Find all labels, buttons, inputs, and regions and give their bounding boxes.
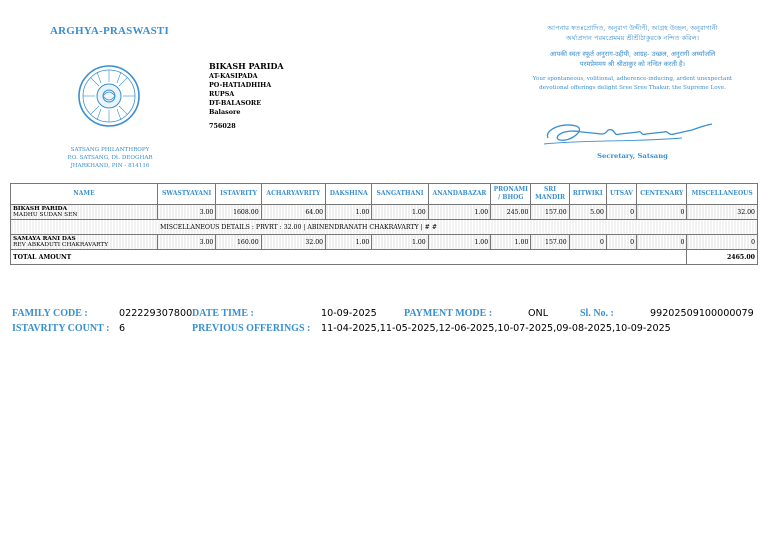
misc-details [11,220,758,235]
address-line: AT-KASIPADA [209,72,258,80]
address-line: RUPSA [209,89,235,98]
table-header-row [11,184,758,205]
motto-english: Your spontaneous, volitional, adherence-inducing, ardent unexpectant [532,76,733,82]
amount-cell: 0 [606,235,636,250]
payment-mode-value: ONL [528,308,549,319]
column-header: CENTENARY [637,184,687,205]
amount-cell: 5.00 [569,205,606,220]
amount-cell: 1608.00 [216,205,261,220]
total-row [11,250,758,265]
donor-cell [11,235,158,250]
family-code-value: 022229307800 [119,308,193,319]
amount-cell: 1.00 [372,235,428,250]
column-header: SWASTYAYANI [157,184,215,205]
amount-cell: 1.00 [326,235,372,250]
amount-cell: 157.00 [531,235,569,250]
table-row [11,205,758,220]
total-value: 2465.00 [687,250,758,265]
family-code-label: FAMILY CODE : [12,308,88,319]
offerings-table [10,183,758,265]
motto-hindi: परमप्रेममय श्री श्रीठाकुर को नन्दित करती है। [579,60,686,68]
seal-caption-line: P.O. SATSANG, Dt. DEOGHAR [67,155,153,162]
ritwik-name: MADHU SUDAN SEN [13,212,78,218]
istavrity-count-label: ISTAVRITY COUNT : [12,323,110,334]
receipt-brand-title: ARGHYA-PRASWASTI [50,25,169,37]
motto-bengali: আপনার স্বতঃপ্রোদিত, অনুরাগ উদ্দীপী, আগ্রহ উচ্ছল, অনুরাগানী [547,24,718,32]
column-header: PRONAMI / BHOG [491,184,531,205]
amount-cell: 157.00 [531,205,569,220]
amount-cell: 0 [606,205,636,220]
column-header: SANGATHANI [372,184,428,205]
amount-cell: 3.00 [157,205,215,220]
seal-caption [40,146,180,171]
column-header: ANANDABAZAR [428,184,490,205]
column-header: MISCELLANEOUS [687,184,758,205]
seal-caption-line: JHARKHAND, PIN - 814116 [70,163,150,170]
total-label: TOTAL AMOUNT [11,250,687,265]
istavrity-count-value: 6 [119,323,126,334]
amount-cell: 1.00 [372,205,428,220]
previous-offerings-value: 11-04-2025,11-05-2025,12-06-2025,10-07-2025,09-08-2025,10-09-2025 [321,323,671,334]
column-header: NAME [11,184,158,205]
motto-hindi: आपकी स्वतः स्फूर्त अनुराग-उद्दीपी, आग्रह- उच्छल, अनुरागी अर्घ्यांजलि [549,50,716,58]
misc-details-text: MISCELLANEOUS DETAILS : PRVRT : 32.00 | ABINENDRANATH CHAKRAVARTY | # # [160,223,438,231]
column-header: RITWIKI [569,184,606,205]
donor-name: SAMAYA RANI DAS [13,235,76,242]
datetime-label: DATE TIME : [192,308,254,319]
amount-cell: 32.00 [261,235,325,250]
column-header: DAKSHINA [326,184,372,205]
satsang-seal-logo [77,64,141,128]
donor-cell [11,205,158,220]
amount-cell: 0 [687,235,758,250]
amount-cell: 0 [637,235,687,250]
misc-details-row [11,220,758,235]
amount-cell: 0 [569,235,606,250]
serial-no-value: 99202509100000079 [650,308,754,319]
datetime-value: 10-09-2025 [321,308,377,319]
previous-offerings-label: PREVIOUS OFFERINGS : [192,323,311,334]
secretary-signature [542,116,722,148]
seal-caption-line: SATSANG PHILANTHROPY [70,147,150,153]
address-pin: 756028 [209,121,236,130]
amount-cell: 1.00 [491,235,531,250]
address-line: PO-HATIADHIHA [209,80,272,89]
table-row [11,235,758,250]
serial-no-label: Sl. No. : [580,308,614,319]
amount-cell: 1.00 [326,205,372,220]
address-line: Balasore [209,107,241,116]
amount-cell: 32.00 [687,205,758,220]
recipient-address [209,61,284,130]
secretary-label: Secretary, Satsang [597,152,668,160]
column-header: ISTAVRITY [216,184,261,205]
address-line: DT-BALASORE [209,98,262,107]
motto-english: devotional offerings delight Sree Sree Thakur, the Supreme Love. [539,84,726,91]
donor-name: BIKASH PARIDA [13,205,68,212]
column-header: ACHARYAVRITY [261,184,325,205]
payment-mode-label: PAYMENT MODE : [404,308,493,319]
motto-bengali: অর্ঘ্যপ্রদান পরমপ্রেমময় শ্রীশ্রীঠাকুরকে নন্দিত করিল। [566,34,699,42]
amount-cell: 3.00 [157,235,215,250]
amount-cell: 1.00 [428,235,490,250]
column-header: UTSAV [606,184,636,205]
motto-block [505,23,760,92]
amount-cell: 64.00 [261,205,325,220]
amount-cell: 245.00 [491,205,531,220]
ritwik-name: REV ABKADUTI CHAKRAVARTY [13,242,109,248]
amount-cell: 160.00 [216,235,261,250]
amount-cell: 0 [637,205,687,220]
amount-cell: 1.00 [428,205,490,220]
column-header: SRI MANDIR [531,184,569,205]
recipient-name: BIKASH PARIDA [209,61,284,71]
